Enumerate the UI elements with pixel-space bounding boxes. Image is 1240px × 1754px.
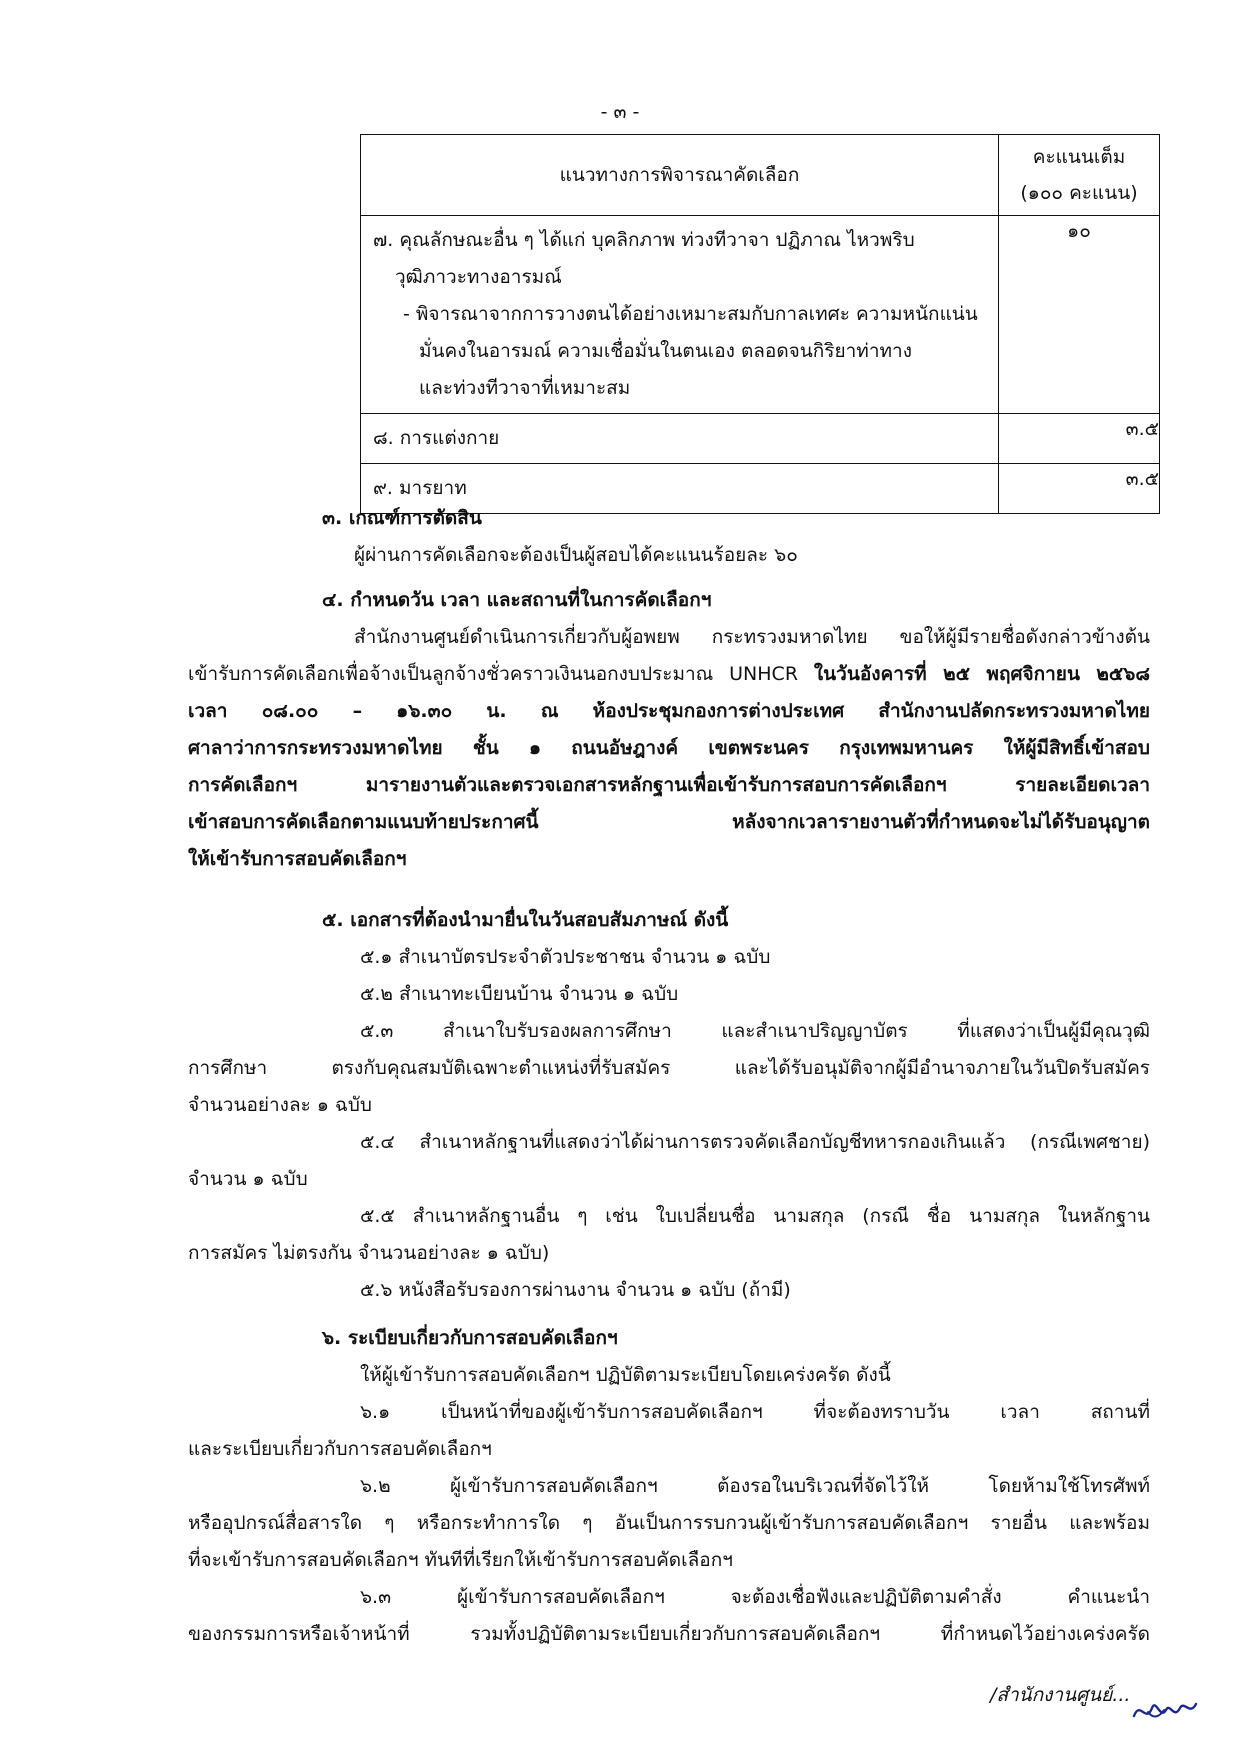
- row9-criteria: ๙. มารยาท: [361, 464, 999, 514]
- section-6-heading: ๖. ระเบียบเกี่ยวกับการสอบคัดเลือกฯ: [322, 1327, 618, 1349]
- section-3: [188, 500, 1150, 574]
- list-item: ๕.๕ สำเนาหลักฐานอื่น ๆ เช่น ใบเปลี่ยนชื่อ นามสกุล (กรณี ชื่อ นามสกุล ในหลักฐาน: [360, 1205, 1150, 1227]
- criteria-table: [360, 134, 1160, 514]
- table-row: [361, 414, 1160, 464]
- row7-criteria: ๗. คุณลักษณะอื่น ๆ ได้แก่ บุคลิกภาพ ท่วงทีวาจา ปฏิภาณ ไหวพริบ วุฒิภาวะทางอารมณ์ - พิจารณาจากการวางตนได้อย่างเหมาะสมกับกาลเทศะ ความหนักแน่น มั่นคงในอารมณ์ ความเชื่อมั่นในตนเอง ตลอดจนกิริยาท่าทาง และท่วงทีวาจาที่เหมาะสม: [361, 216, 999, 414]
- section-3-heading: ๓. เกณฑ์การตัดสิน: [322, 507, 482, 529]
- list-item: ๖.๑ เป็นหน้าที่ของผู้เข้ารับการสอบคัดเลือกฯ ที่จะต้องทราบวัน เวลา สถานที่: [360, 1401, 1150, 1423]
- row8-score: ๓.๕: [999, 414, 1160, 464]
- table-header-row: [361, 135, 1160, 216]
- section-4-heading: ๔. กำหนดวัน เวลา และสถานที่ในการคัดเลือกฯ: [322, 589, 712, 611]
- table-row: [361, 216, 1160, 414]
- list-item: ๕.๖ หนังสือรับรองการผ่านงาน จำนวน ๑ ฉบับ (ถ้ามี): [360, 1279, 791, 1301]
- row9-score: ๓.๕: [999, 464, 1160, 514]
- row7-score: ๑๐: [999, 216, 1160, 414]
- list-item: ๕.๒ สำเนาทะเบียนบ้าน จำนวน ๑ ฉบับ: [360, 983, 679, 1005]
- list-item: ๕.๑ สำเนาบัตรประจำตัวประชาชน จำนวน ๑ ฉบับ: [360, 946, 771, 968]
- section-5-heading: ๕. เอกสารที่ต้องนำมายื่นในวันสอบสัมภาษณ์ ดังนี้: [322, 909, 729, 931]
- section-5: ๕. เอกสารที่ต้องนำมายื่นในวันสอบสัมภาษณ์ ดังนี้ ๕.๑ สำเนาบัตรประจำตัวประชาชน จำนวน ๑ ฉบับ ๕.๒ สำเนาทะเบียนบ้าน จำนวน ๑ ฉบับ ๕.๓ สำเนาใบรับรองผลการศึกษา และสำเนาปริญญาบัตร ที่แสดงว่าเป็นผู้มีคุณวุฒิ การศึกษา ตรงกับคุณสมบัติเฉพาะตำแหน่งที่รับสมัคร และได้รับอนุมัติจากผู้มีอำนาจภายในวันปิดรับสมัคร จำนวนอย่างละ ๑ ฉบับ ๕.๔ สำเนาหลักฐานที่แสดงว่าได้ผ่านการตรวจคัดเลือกบัญชีทหารกองเกินแล้ว (กรณีเพศชาย) จำนวน ๑ ฉบับ ๕.๕ สำเนาหลักฐานอื่น ๆ เช่น ใบเปลี่ยนชื่อ นามสกุล (กรณี ชื่อ นามสกุล ในหลักฐาน การสมัคร ไม่ตรงกัน จำนวนอย่างละ ๑ ฉบับ) ๕.๖ หนังสือรับรองการผ่านงาน จำนวน ๑ ฉบับ (ถ้ามี): [188, 902, 1150, 1309]
- list-item: ๕.๓ สำเนาใบรับรองผลการศึกษา และสำเนาปริญญาบัตร ที่แสดงว่าเป็นผู้มีคุณวุฒิ: [360, 1020, 1150, 1042]
- section-3-text: ผู้ผ่านการคัดเลือกจะต้องเป็นผู้สอบได้คะแนนร้อยละ ๖๐: [354, 544, 798, 566]
- section-4: ๔. กำหนดวัน เวลา และสถานที่ในการคัดเลือกฯ สำนักงานศูนย์ดำเนินการเกี่ยวกับผู้อพยพ กระทรวงมหาดไทย ขอให้ผู้มีรายชื่อดังกล่าวข้างต้น เข้ารับการคัดเลือกเพื่อจ้างเป็นลูกจ้างชั่วคราวเงินนอกงบประมาณ UNHCR ในวันอังคารที่ ๒๕ พฤศจิกายน ๒๕๖๘ เวลา ๐๘.๐๐ – ๑๖.๓๐ น. ณ ห้องประชุมกองการต่างประเทศ สำนักงานปลัดกระทรวงมหาดไทย ศาลาว่าการกระทรวงมหาดไทย ชั้น ๑ ถนนอัษฎางค์ เขตพระนคร กรุงเทพมหานคร ให้ผู้มีสิทธิ์เข้าสอบ การคัดเลือกฯ มารายงานตัวและตรวจเอกสารหลักฐานเพื่อเข้ารับการสอบการคัดเลือกฯ รายละเอียดเวลา เข้าสอบการคัดเลือกตามแนบท้ายประกาศนี้ หลังจากเวลารายงานตัวที่กำหนดจะไม่ได้รับอนุญาต ให้เข้ารับการสอบคัดเลือกฯ: [188, 582, 1150, 878]
- page-number: - ๓ -: [600, 101, 640, 123]
- list-item: ๖.๓ ผู้เข้ารับการสอบคัดเลือกฯ จะต้องเชื่อฟังและปฏิบัติตามคำสั่ง คำแนะนำ: [360, 1586, 1150, 1608]
- list-item: ๖.๒ ผู้เข้ารับการสอบคัดเลือกฯ ต้องรอในบริเวณที่จัดไว้ให้ โดยห้ามใช้โทรศัพท์: [360, 1475, 1150, 1497]
- section-6: ๖. ระเบียบเกี่ยวกับการสอบคัดเลือกฯ ให้ผู้เข้ารับการสอบคัดเลือกฯ ปฏิบัติตามระเบียบโดยเคร่งครัด ดังนี้ ๖.๑ เป็นหน้าที่ของผู้เข้ารับการสอบคัดเลือกฯ ที่จะต้องทราบวัน เวลา สถานที่ และระเบียบเกี่ยวกับการสอบคัดเลือกฯ ๖.๒ ผู้เข้ารับการสอบคัดเลือกฯ ต้องรอในบริเวณที่จัดไว้ให้ โดยห้ามใช้โทรศัพท์ หรืออุปกรณ์สื่อสารใด ๆ หรือกระทำการใด ๆ อันเป็นการรบกวนผู้เข้ารับการสอบคัดเลือกฯ รายอื่น และพร้อม ที่จะเข้ารับการสอบคัดเลือกฯ ทันทีที่เรียกให้เข้ารับการสอบคัดเลือกฯ ๖.๓ ผู้เข้ารับการสอบคัดเลือกฯ จะต้องเชื่อฟังและปฏิบัติตามคำสั่ง คำแนะนำ ของกรรมการหรือเจ้าหน้าที่ รวมทั้งปฏิบัติตามระเบียบเกี่ยวกับการสอบคัดเลือกฯ ที่กำหนดไว้อย่างเคร่งครัด: [188, 1320, 1150, 1653]
- list-item: ๕.๔ สำเนาหลักฐานที่แสดงว่าได้ผ่านการตรวจคัดเลือกบัญชีทหารกองเกินแล้ว (กรณีเพศชาย): [360, 1131, 1150, 1153]
- header-full-score: คะแนนเต็ม (๑๐๐ คะแนน): [999, 135, 1160, 216]
- row8-criteria: ๘. การแต่งกาย: [361, 414, 999, 464]
- header-criteria: แนวทางการพิจารณาคัดเลือก: [361, 135, 999, 216]
- signature-icon: [1130, 1690, 1200, 1730]
- continuation-note: /สำนักงานศูนย์...: [990, 1684, 1131, 1706]
